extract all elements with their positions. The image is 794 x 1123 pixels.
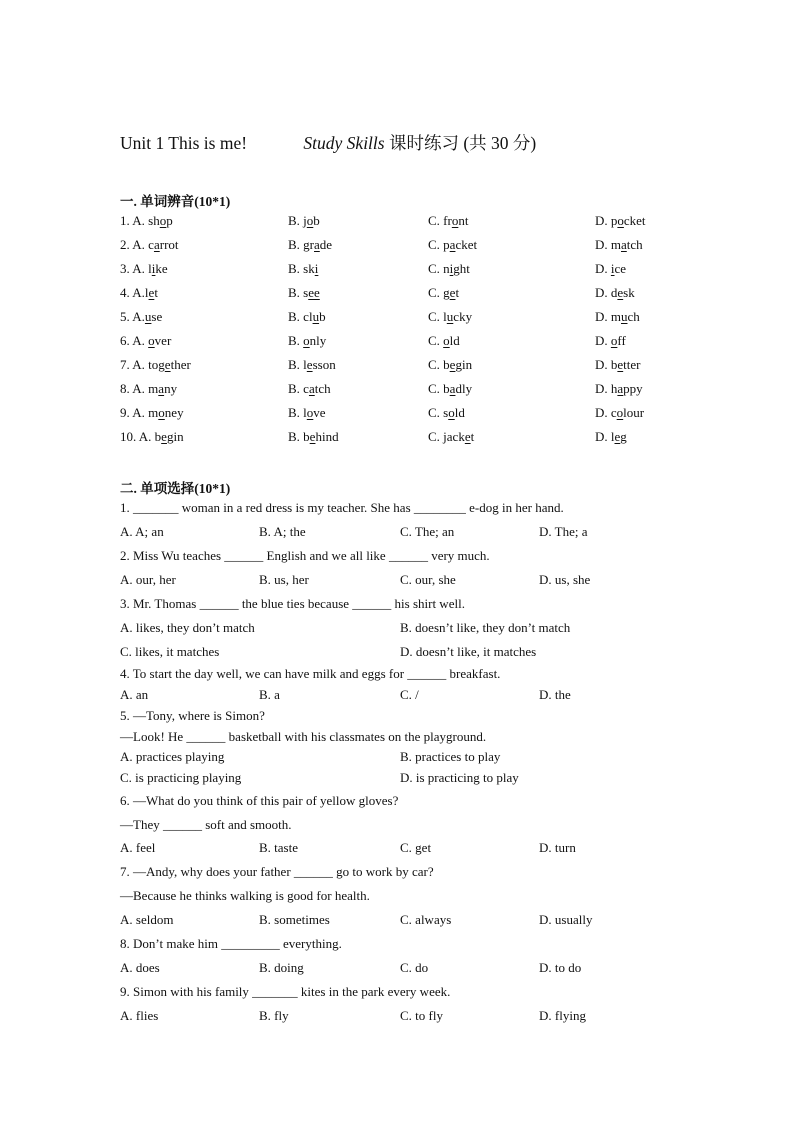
word-row [120, 237, 720, 257]
options-row [120, 770, 720, 790]
word-option: 5. A.use [120, 309, 163, 324]
underlined-letters: o [148, 333, 155, 348]
underlined-letters: o [617, 213, 624, 228]
question-stem: 4. To start the day well, we can have milk and eggs for ______ breakfast. [120, 666, 501, 681]
word-option: D. leg [595, 429, 627, 444]
answer-option: B. doing [259, 960, 304, 975]
word-option: 6. A. over [120, 333, 172, 348]
question-stem: 3. Mr. Thomas ______ the blue ties because ______ his shirt well. [120, 596, 465, 611]
underlined-letters: o [610, 333, 618, 348]
unit-title: Unit 1 This is me! [120, 133, 248, 153]
underlined-letters: e [449, 357, 456, 372]
word-row [120, 429, 720, 449]
word-option: D. better [595, 357, 641, 372]
answer-option: C. is practicing playing [120, 770, 242, 785]
answer-option: D. the [539, 687, 571, 702]
worksheet-title [120, 130, 536, 155]
underlined-letters: e [464, 429, 471, 444]
question-stem: 7. —Andy, why does your father ______ go to work by car? [120, 864, 434, 879]
word-option: D. desk [595, 285, 635, 300]
answer-option: D. doesn’t like, it matches [400, 644, 537, 659]
answer-option: B. practices to play [400, 749, 501, 764]
options-row [120, 620, 720, 640]
word-option: C. lucky [428, 309, 473, 324]
underlined-letters: e [161, 429, 167, 444]
word-option: B. catch [288, 381, 331, 396]
word-option: 7. A. together [120, 357, 191, 372]
question-stem: 1. _______ woman in a red dress is my teacher. She has ________ e-dog in her hand. [120, 500, 564, 515]
word-option: B. grade [288, 237, 333, 252]
answer-option: A. practices playing [120, 749, 225, 764]
exercise-label: 课时练习 (共 30 分) [388, 133, 537, 153]
answer-option: B. us, her [259, 572, 309, 587]
word-row [120, 381, 720, 401]
word-option: 4. A.let [120, 285, 158, 300]
word-option: B. behind [288, 429, 339, 444]
word-row [120, 213, 720, 233]
section1-heading: 一. 单词辨音(10*1) [120, 194, 231, 209]
word-option: C. badly [428, 381, 473, 396]
underlined-letters: a [153, 237, 160, 252]
word-option: D. pocket [595, 213, 646, 228]
underlined-letters: o [303, 333, 310, 348]
options-row [120, 960, 720, 980]
word-row [120, 357, 720, 377]
underlined-letters: o [306, 213, 314, 228]
answer-option: D. turn [539, 840, 576, 855]
word-option: C. get [428, 285, 460, 300]
answer-option: A. flies [120, 1008, 159, 1023]
word-option: D. happy [595, 381, 643, 396]
answer-option: A. an [120, 687, 149, 702]
word-option: C. packet [428, 237, 478, 252]
answer-option: D. The; a [539, 524, 588, 539]
word-option: C. old [428, 333, 460, 348]
question-stem: 2. Miss Wu teaches ______ English and we all like ______ very much. [120, 548, 490, 563]
answer-option: C. / [400, 687, 419, 702]
word-option: B. see [288, 285, 320, 300]
answer-option: C. get [400, 840, 432, 855]
underlined-letters: i [314, 261, 319, 276]
answer-option: A. seldom [120, 912, 174, 927]
underlined-letters: e [164, 357, 171, 372]
word-row [120, 309, 720, 329]
underlined-letters: a [308, 381, 315, 396]
options-row [120, 572, 720, 592]
word-row [120, 285, 720, 305]
answer-option: C. The; an [400, 524, 455, 539]
word-row [120, 333, 720, 353]
options-row [120, 524, 720, 544]
underlined-letters: i [151, 261, 156, 276]
underlined-letters: a [449, 381, 456, 396]
options-row [120, 1008, 720, 1028]
question-stem: 5. —Tony, where is Simon? [120, 708, 265, 723]
underlined-letters: o [443, 333, 450, 348]
answer-option: D. flying [539, 1008, 586, 1023]
underlined-letters: a [449, 237, 456, 252]
section2-heading: 二. 单项选择(10*1) [120, 481, 231, 496]
options-row [120, 840, 720, 860]
question-stem: —Look! He ______ basketball with his classmates on the playground. [120, 729, 487, 744]
question-stem: —They ______ soft and smooth. [120, 817, 292, 832]
underlined-letters: e [306, 357, 313, 372]
underlined-letters: a [621, 237, 627, 252]
question-stem: 8. Don’t make him _________ everything. [120, 936, 342, 951]
word-row [120, 261, 720, 281]
answer-option: B. A; the [259, 524, 306, 539]
answer-option: B. fly [259, 1008, 289, 1023]
word-option: D. ice [595, 261, 627, 276]
underlined-letters: u [446, 309, 454, 324]
answer-option: C. always [400, 912, 452, 927]
word-option: B. lesson [288, 357, 336, 372]
underlined-letters: o [616, 405, 624, 420]
underlined-letters: e [614, 429, 621, 444]
underlined-letters: i [449, 261, 454, 276]
underlined-letters: ee [308, 285, 320, 300]
underlined-letters: u [144, 309, 152, 324]
underlined-letters: e [617, 285, 624, 300]
word-option: D. off [595, 333, 626, 348]
answer-option: D. us, she [539, 572, 591, 587]
answer-option: A. likes, they don’t match [120, 620, 255, 635]
underlined-letters: o [159, 213, 167, 228]
underlined-letters: u [621, 309, 628, 324]
question-stem: —Because he thinks walking is good for health. [120, 888, 370, 903]
word-option: 8. A. many [120, 381, 178, 396]
answer-option: A. feel [120, 840, 156, 855]
options-row [120, 749, 720, 769]
answer-option: A. our, her [120, 572, 176, 587]
word-option: D. match [595, 237, 643, 252]
lesson-name: Study Skills [303, 133, 385, 153]
question-stem: 6. —What do you think of this pair of yellow gloves? [120, 793, 399, 808]
options-row [120, 687, 720, 707]
underlined-letters: u [312, 309, 320, 324]
word-option: B. job [288, 213, 320, 228]
answer-option: C. our, she [400, 572, 456, 587]
answer-option: C. likes, it matches [120, 644, 220, 659]
answer-option: A. does [120, 960, 160, 975]
question-stem: 9. Simon with his family _______ kites in the park every week. [120, 984, 451, 999]
options-row [120, 912, 720, 932]
word-option: C. jacket [428, 429, 475, 444]
underlined-letters: a [617, 381, 624, 396]
word-option: D. much [595, 309, 640, 324]
answer-option: C. to fly [400, 1008, 443, 1023]
word-option: 3. A. like [120, 261, 168, 276]
word-option: B. club [288, 309, 326, 324]
underlined-letters: a [314, 237, 320, 252]
word-option: C. front [428, 213, 469, 228]
word-option: B. love [288, 405, 326, 420]
underlined-letters: e [148, 285, 155, 300]
word-option: D. colour [595, 405, 645, 420]
underlined-letters: e [449, 285, 456, 300]
answer-option: B. doesn’t like, they don’t match [400, 620, 571, 635]
word-row [120, 405, 720, 425]
word-option: 10. A. begin [120, 429, 184, 444]
word-option: B. only [288, 333, 327, 348]
underlined-letters: o [451, 213, 459, 228]
answer-option: A. A; an [120, 524, 164, 539]
underlined-letters: o [306, 405, 314, 420]
answer-option: B. taste [259, 840, 298, 855]
answer-option: D. is practicing to play [400, 770, 519, 785]
underlined-letters: o [448, 405, 455, 420]
underlined-letters: e [617, 357, 624, 372]
word-option: 2. A. carrot [120, 237, 179, 252]
underlined-letters: e [309, 429, 316, 444]
underlined-letters: o [158, 405, 165, 420]
answer-option: C. do [400, 960, 429, 975]
answer-option: D. usually [539, 912, 593, 927]
word-option: 9. A. money [120, 405, 184, 420]
answer-option: B. sometimes [259, 912, 330, 927]
underlined-letters: i [610, 261, 615, 276]
word-option: 1. A. shop [120, 213, 173, 228]
word-option: C. sold [428, 405, 465, 420]
word-option: B. ski [288, 261, 319, 276]
answer-option: B. a [259, 687, 280, 702]
options-row [120, 644, 720, 664]
underlined-letters: a [158, 381, 165, 396]
word-option: C. night [428, 261, 470, 276]
word-option: C. begin [428, 357, 473, 372]
answer-option: D. to do [539, 960, 582, 975]
